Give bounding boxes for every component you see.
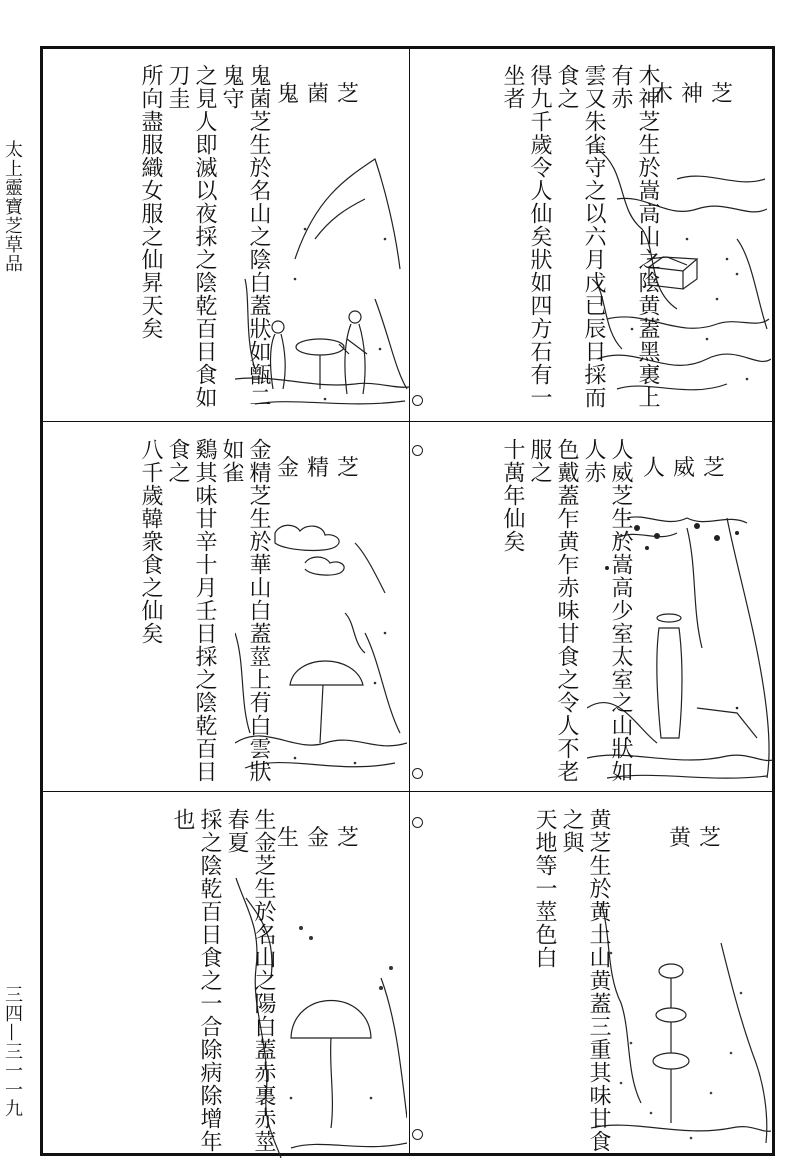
text-line: 所向盡服織女服之仙昇天矣 [138, 64, 163, 340]
caption-shengjin: 生金芝 [277, 826, 368, 851]
text-line: 十萬年仙矣 [500, 438, 525, 553]
text-line: 金精芝生於華山白蓋莖上有白雲狀如雀 [219, 438, 271, 783]
panel-huang [411, 793, 775, 1163]
illustration-triple-cap [591, 893, 771, 1148]
text-guijun [137, 64, 272, 414]
text-line: 八千歲韓衆食之仙矣 [138, 438, 163, 645]
text-huang [531, 808, 612, 1163]
text-line: 人威芝生於嵩高少室太室之山狀如人赤 [581, 438, 633, 783]
text-line: 色戴蓋乍黄乍赤味甘食之令人不老服之 [527, 438, 579, 783]
circle-mark [412, 817, 423, 828]
text-line: 木神芝生於嵩高山之陰黄蓋黑裏上有赤 [608, 64, 660, 409]
text-line: 採之陰乾百日食之一合除病除增年也 [170, 808, 222, 1153]
text-line: 雲又朱雀守之以六月戊已辰日採而食之 [554, 64, 606, 409]
text-line: 生金芝生於名山之陽白蓋赤裏赤莖春夏 [224, 808, 276, 1153]
caption-mushen: 木神芝 [651, 82, 742, 107]
caption-renwei: 人威芝 [643, 456, 734, 481]
page-number: 三四—三一一九 [2, 985, 23, 1118]
circle-mark [412, 445, 423, 456]
panel-guijun [45, 49, 409, 419]
page-frame [40, 46, 775, 1156]
text-line: 天地等一莖色白 [532, 808, 557, 969]
row-divider [43, 421, 772, 422]
text-shengjin [169, 808, 277, 1163]
caption-jinjing: 金精芝 [277, 456, 368, 481]
text-renwei [499, 438, 634, 798]
caption-guijun: 鬼菌芝 [277, 82, 368, 107]
caption-huang: 黄芝 [669, 826, 730, 851]
panel-renwei [411, 423, 775, 793]
panel-jinjing [45, 423, 409, 793]
book-title: 太上靈寶芝草品 [2, 140, 23, 273]
text-line: 黄芝生於黄土山黄蓋三重其味甘食之與 [559, 808, 611, 1153]
text-line: 得九千歲令人仙矣狀如四方石有一坐者 [500, 64, 552, 409]
circle-mark [412, 395, 423, 406]
circle-mark [412, 768, 423, 779]
text-line: 鬼菌芝生於名山之陰白蓋狀如甑二鬼守 [219, 64, 271, 409]
text-line: 鷄其味甘辛十月壬日採之陰乾百日食之 [165, 438, 217, 783]
column-divider [409, 49, 410, 1153]
panel-shengjin [45, 793, 409, 1163]
text-line: 之見人即滅以夜採之陰乾百日食如刀圭 [165, 64, 217, 409]
circle-mark [412, 1129, 423, 1140]
panel-mushen [411, 49, 775, 419]
text-mushen [499, 64, 661, 414]
text-jinjing [137, 438, 272, 793]
